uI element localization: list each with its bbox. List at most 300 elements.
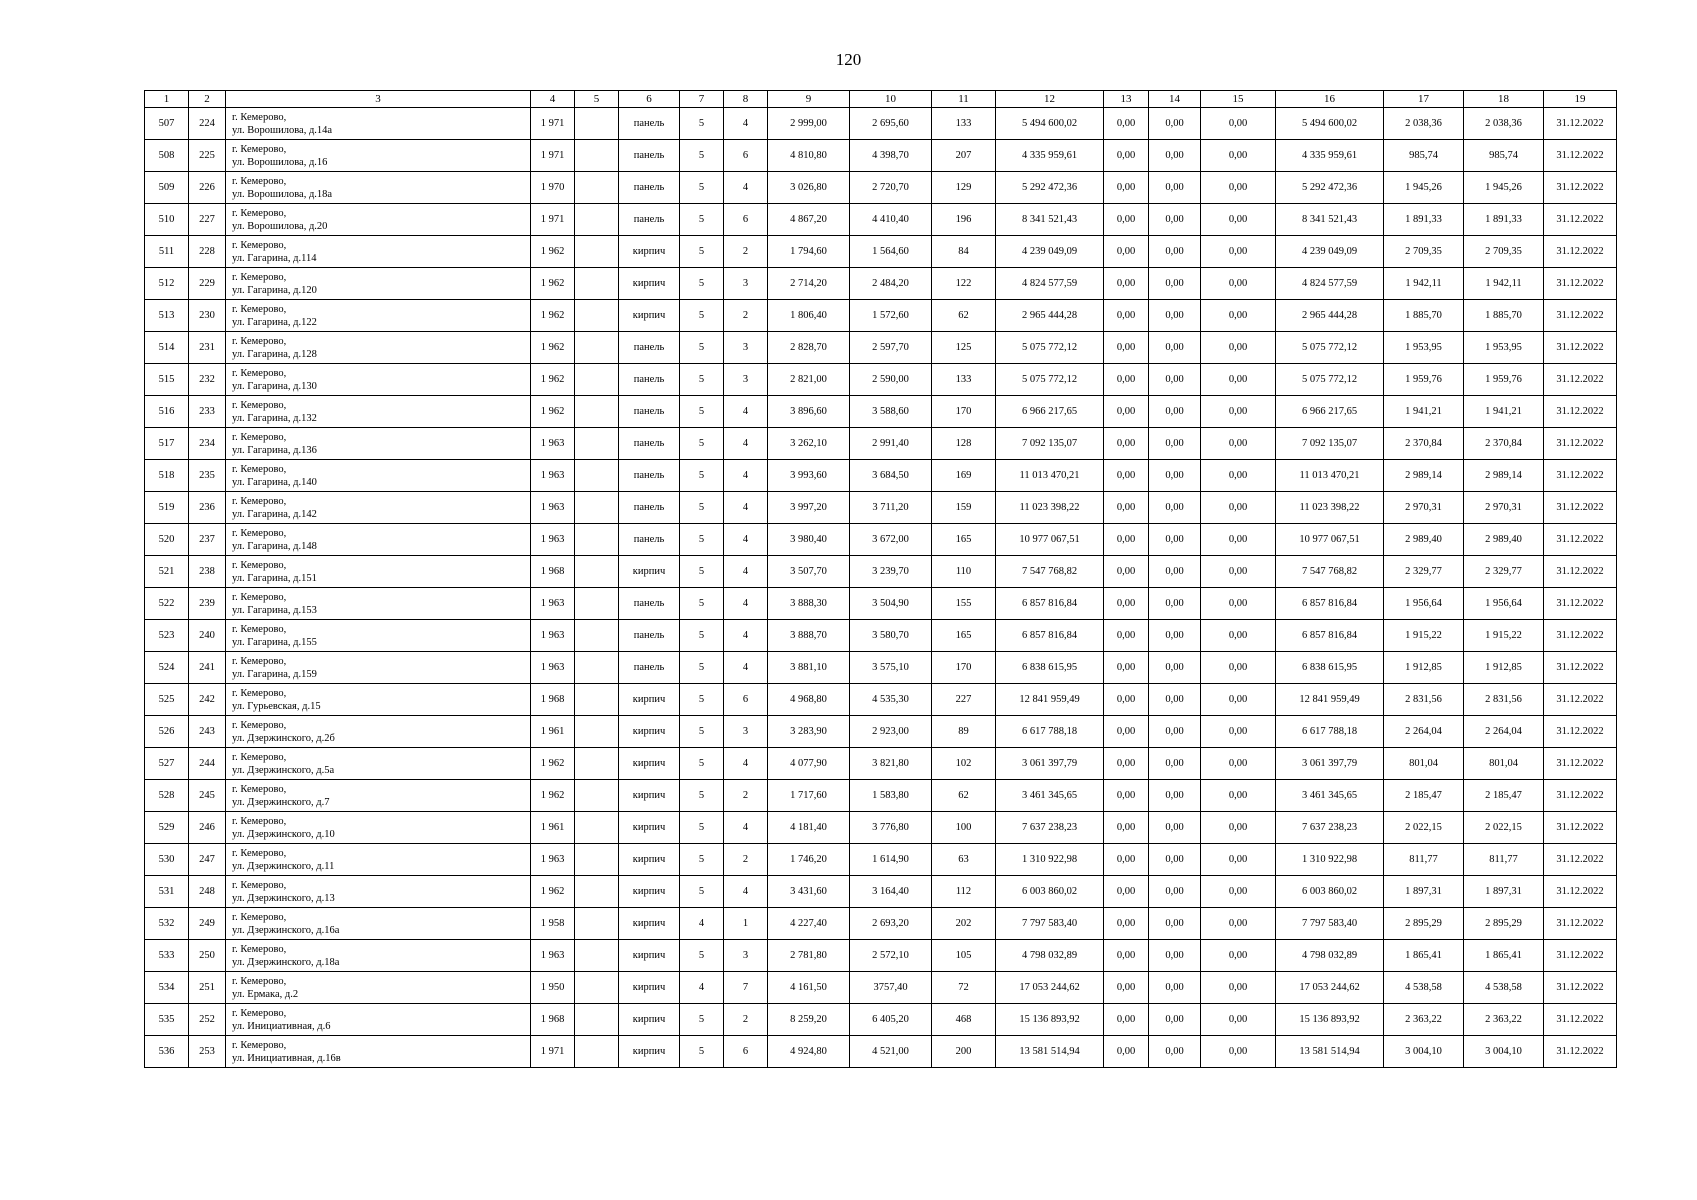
cell-col-16: 5 292 472,36 — [1276, 172, 1384, 204]
cell-col-2: 247 — [189, 844, 226, 876]
cell-col-18: 2 363,22 — [1464, 1004, 1544, 1036]
column-header: 1 — [145, 91, 189, 108]
cell-col-2: 232 — [189, 364, 226, 396]
cell-col-11: 125 — [932, 332, 996, 364]
cell-col-14: 0,00 — [1149, 780, 1201, 812]
cell-col-1: 509 — [145, 172, 189, 204]
cell-col-14: 0,00 — [1149, 588, 1201, 620]
cell-col-6: кирпич — [619, 876, 680, 908]
cell-col-6: кирпич — [619, 940, 680, 972]
address-street: ул. Дзержинского, д.11 — [232, 860, 335, 872]
cell-col-1: 519 — [145, 492, 189, 524]
cell-col-4: 1 963 — [531, 524, 575, 556]
cell-col-7: 5 — [680, 588, 724, 620]
cell-col-15: 0,00 — [1201, 1004, 1276, 1036]
address-street: ул. Ворошилова, д.14а — [232, 124, 333, 136]
cell-col-8: 6 — [724, 204, 768, 236]
cell-col-11: 72 — [932, 972, 996, 1004]
cell-col-6: кирпич — [619, 780, 680, 812]
cell-col-5 — [575, 1004, 619, 1036]
cell-col-6: панель — [619, 172, 680, 204]
cell-col-15: 0,00 — [1201, 812, 1276, 844]
cell-col-13: 0,00 — [1104, 844, 1149, 876]
cell-col-12: 6 966 217,65 — [996, 396, 1104, 428]
column-header: 7 — [680, 91, 724, 108]
address-cell — [226, 780, 531, 812]
cell-col-17: 1 941,21 — [1384, 396, 1464, 428]
cell-col-16: 7 547 768,82 — [1276, 556, 1384, 588]
cell-col-14: 0,00 — [1149, 716, 1201, 748]
address-city: г. Кемерово, — [232, 431, 287, 443]
address-city: г. Кемерово, — [232, 559, 287, 571]
cell-col-8: 1 — [724, 908, 768, 940]
cell-col-6: кирпич — [619, 908, 680, 940]
cell-col-12: 4 824 577,59 — [996, 268, 1104, 300]
cell-col-14: 0,00 — [1149, 1036, 1201, 1068]
cell-col-10: 4 521,00 — [850, 1036, 932, 1068]
cell-col-10: 2 597,70 — [850, 332, 932, 364]
table-row — [145, 748, 1617, 780]
cell-col-2: 242 — [189, 684, 226, 716]
cell-col-19: 31.12.2022 — [1544, 268, 1617, 300]
cell-col-19: 31.12.2022 — [1544, 396, 1617, 428]
address-city: г. Кемерово, — [232, 399, 287, 411]
cell-col-4: 1 963 — [531, 844, 575, 876]
cell-col-5 — [575, 876, 619, 908]
cell-col-9: 3 997,20 — [768, 492, 850, 524]
cell-col-18: 2 329,77 — [1464, 556, 1544, 588]
address-cell — [226, 524, 531, 556]
cell-col-8: 6 — [724, 140, 768, 172]
address-street: ул. Гагарина, д.155 — [232, 636, 317, 648]
cell-col-17: 1 912,85 — [1384, 652, 1464, 684]
cell-col-12: 6 838 615,95 — [996, 652, 1104, 684]
cell-col-14: 0,00 — [1149, 396, 1201, 428]
cell-col-10: 1 614,90 — [850, 844, 932, 876]
cell-col-12: 7 547 768,82 — [996, 556, 1104, 588]
table-row — [145, 268, 1617, 300]
address-city: г. Кемерово, — [232, 911, 287, 923]
cell-col-17: 2 264,04 — [1384, 716, 1464, 748]
cell-col-17: 2 989,40 — [1384, 524, 1464, 556]
cell-col-18: 1 897,31 — [1464, 876, 1544, 908]
cell-col-16: 5 075 772,12 — [1276, 332, 1384, 364]
cell-col-2: 244 — [189, 748, 226, 780]
cell-col-15: 0,00 — [1201, 364, 1276, 396]
table-row — [145, 492, 1617, 524]
cell-col-11: 62 — [932, 780, 996, 812]
cell-col-19: 31.12.2022 — [1544, 620, 1617, 652]
cell-col-12: 2 965 444,28 — [996, 300, 1104, 332]
cell-col-10: 4 535,30 — [850, 684, 932, 716]
cell-col-14: 0,00 — [1149, 972, 1201, 1004]
cell-col-5 — [575, 172, 619, 204]
address-city: г. Кемерово, — [232, 655, 287, 667]
address-street: ул. Гагарина, д.151 — [232, 572, 317, 584]
cell-col-9: 2 781,80 — [768, 940, 850, 972]
cell-col-5 — [575, 1036, 619, 1068]
cell-col-14: 0,00 — [1149, 300, 1201, 332]
cell-col-16: 7 637 238,23 — [1276, 812, 1384, 844]
table-row — [145, 300, 1617, 332]
cell-col-15: 0,00 — [1201, 748, 1276, 780]
cell-col-7: 5 — [680, 140, 724, 172]
cell-col-6: кирпич — [619, 748, 680, 780]
cell-col-11: 89 — [932, 716, 996, 748]
cell-col-7: 5 — [680, 652, 724, 684]
column-header: 17 — [1384, 91, 1464, 108]
cell-col-10: 1 572,60 — [850, 300, 932, 332]
cell-col-9: 4 077,90 — [768, 748, 850, 780]
cell-col-19: 31.12.2022 — [1544, 140, 1617, 172]
cell-col-1: 528 — [145, 780, 189, 812]
cell-col-1: 512 — [145, 268, 189, 300]
cell-col-18: 2 989,14 — [1464, 460, 1544, 492]
cell-col-10: 6 405,20 — [850, 1004, 932, 1036]
cell-col-12: 11 013 470,21 — [996, 460, 1104, 492]
cell-col-12: 3 061 397,79 — [996, 748, 1104, 780]
table-row — [145, 844, 1617, 876]
cell-col-1: 520 — [145, 524, 189, 556]
column-header: 13 — [1104, 91, 1149, 108]
cell-col-10: 3 504,90 — [850, 588, 932, 620]
cell-col-14: 0,00 — [1149, 556, 1201, 588]
cell-col-18: 1 956,64 — [1464, 588, 1544, 620]
column-header: 5 — [575, 91, 619, 108]
registry-table — [144, 90, 1617, 1068]
cell-col-14: 0,00 — [1149, 748, 1201, 780]
address-street: ул. Гагарина, д.114 — [232, 252, 317, 264]
cell-col-4: 1 968 — [531, 1004, 575, 1036]
cell-col-18: 1 885,70 — [1464, 300, 1544, 332]
cell-col-2: 235 — [189, 460, 226, 492]
cell-col-9: 4 227,40 — [768, 908, 850, 940]
address-street: ул. Гурьевская, д.15 — [232, 700, 321, 712]
cell-col-5 — [575, 428, 619, 460]
cell-col-9: 4 810,80 — [768, 140, 850, 172]
address-city: г. Кемерово, — [232, 1007, 287, 1019]
cell-col-4: 1 962 — [531, 396, 575, 428]
address-city: г. Кемерово, — [232, 239, 287, 251]
cell-col-8: 4 — [724, 812, 768, 844]
cell-col-11: 155 — [932, 588, 996, 620]
cell-col-16: 5 494 600,02 — [1276, 108, 1384, 140]
cell-col-9: 4 924,80 — [768, 1036, 850, 1068]
address-street: ул. Гагарина, д.122 — [232, 316, 317, 328]
cell-col-15: 0,00 — [1201, 300, 1276, 332]
address-street: ул. Дзержинского, д.10 — [232, 828, 335, 840]
cell-col-12: 6 617 788,18 — [996, 716, 1104, 748]
cell-col-6: панель — [619, 492, 680, 524]
cell-col-14: 0,00 — [1149, 364, 1201, 396]
cell-col-16: 15 136 893,92 — [1276, 1004, 1384, 1036]
column-header: 19 — [1544, 91, 1617, 108]
address-city: г. Кемерово, — [232, 751, 287, 763]
cell-col-19: 31.12.2022 — [1544, 524, 1617, 556]
address-street: ул. Гагарина, д.142 — [232, 508, 317, 520]
cell-col-19: 31.12.2022 — [1544, 332, 1617, 364]
cell-col-18: 1 942,11 — [1464, 268, 1544, 300]
cell-col-16: 13 581 514,94 — [1276, 1036, 1384, 1068]
cell-col-15: 0,00 — [1201, 172, 1276, 204]
cell-col-11: 62 — [932, 300, 996, 332]
address-cell — [226, 652, 531, 684]
cell-col-4: 1 963 — [531, 620, 575, 652]
cell-col-7: 4 — [680, 908, 724, 940]
cell-col-6: панель — [619, 140, 680, 172]
cell-col-17: 1 942,11 — [1384, 268, 1464, 300]
cell-col-8: 4 — [724, 556, 768, 588]
address-city: г. Кемерово, — [232, 975, 287, 987]
cell-col-13: 0,00 — [1104, 268, 1149, 300]
cell-col-7: 5 — [680, 492, 724, 524]
cell-col-18: 2 831,56 — [1464, 684, 1544, 716]
cell-col-1: 517 — [145, 428, 189, 460]
cell-col-9: 3 026,80 — [768, 172, 850, 204]
cell-col-15: 0,00 — [1201, 588, 1276, 620]
cell-col-1: 523 — [145, 620, 189, 652]
cell-col-15: 0,00 — [1201, 908, 1276, 940]
cell-col-15: 0,00 — [1201, 652, 1276, 684]
cell-col-12: 4 798 032,89 — [996, 940, 1104, 972]
table-row — [145, 204, 1617, 236]
address-cell — [226, 396, 531, 428]
cell-col-13: 0,00 — [1104, 108, 1149, 140]
cell-col-9: 1 806,40 — [768, 300, 850, 332]
cell-col-8: 4 — [724, 588, 768, 620]
cell-col-10: 3 239,70 — [850, 556, 932, 588]
cell-col-11: 227 — [932, 684, 996, 716]
cell-col-18: 2 895,29 — [1464, 908, 1544, 940]
address-cell — [226, 908, 531, 940]
address-cell — [226, 812, 531, 844]
cell-col-13: 0,00 — [1104, 652, 1149, 684]
cell-col-4: 1 963 — [531, 652, 575, 684]
address-street: ул. Ворошилова, д.18а — [232, 188, 333, 200]
cell-col-4: 1 962 — [531, 876, 575, 908]
cell-col-17: 801,04 — [1384, 748, 1464, 780]
cell-col-8: 3 — [724, 716, 768, 748]
cell-col-8: 4 — [724, 172, 768, 204]
address-street: ул. Инициативная, д.6 — [232, 1020, 331, 1032]
cell-col-6: панель — [619, 620, 680, 652]
address-cell — [226, 460, 531, 492]
cell-col-14: 0,00 — [1149, 332, 1201, 364]
cell-col-5 — [575, 332, 619, 364]
table-row — [145, 940, 1617, 972]
cell-col-15: 0,00 — [1201, 780, 1276, 812]
cell-col-9: 3 507,70 — [768, 556, 850, 588]
cell-col-6: панель — [619, 332, 680, 364]
cell-col-13: 0,00 — [1104, 716, 1149, 748]
cell-col-14: 0,00 — [1149, 108, 1201, 140]
cell-col-6: кирпич — [619, 1036, 680, 1068]
cell-col-14: 0,00 — [1149, 204, 1201, 236]
cell-col-11: 159 — [932, 492, 996, 524]
cell-col-6: панель — [619, 524, 680, 556]
cell-col-18: 1 945,26 — [1464, 172, 1544, 204]
cell-col-8: 2 — [724, 1004, 768, 1036]
cell-col-13: 0,00 — [1104, 524, 1149, 556]
cell-col-10: 3 580,70 — [850, 620, 932, 652]
cell-col-5 — [575, 940, 619, 972]
table-row — [145, 428, 1617, 460]
cell-col-16: 3 061 397,79 — [1276, 748, 1384, 780]
cell-col-17: 2 970,31 — [1384, 492, 1464, 524]
cell-col-1: 531 — [145, 876, 189, 908]
cell-col-14: 0,00 — [1149, 524, 1201, 556]
cell-col-12: 6 857 816,84 — [996, 588, 1104, 620]
cell-col-11: 200 — [932, 1036, 996, 1068]
cell-col-2: 252 — [189, 1004, 226, 1036]
table-row — [145, 332, 1617, 364]
address-street: ул. Гагарина, д.148 — [232, 540, 317, 552]
cell-col-13: 0,00 — [1104, 748, 1149, 780]
cell-col-16: 4 239 049,09 — [1276, 236, 1384, 268]
cell-col-4: 1 962 — [531, 332, 575, 364]
cell-col-17: 1 953,95 — [1384, 332, 1464, 364]
cell-col-12: 17 053 244,62 — [996, 972, 1104, 1004]
column-header: 11 — [932, 91, 996, 108]
cell-col-16: 4 798 032,89 — [1276, 940, 1384, 972]
cell-col-2: 249 — [189, 908, 226, 940]
cell-col-13: 0,00 — [1104, 556, 1149, 588]
cell-col-8: 2 — [724, 844, 768, 876]
cell-col-19: 31.12.2022 — [1544, 940, 1617, 972]
cell-col-6: панель — [619, 204, 680, 236]
cell-col-8: 4 — [724, 620, 768, 652]
cell-col-18: 1 941,21 — [1464, 396, 1544, 428]
cell-col-4: 1 963 — [531, 428, 575, 460]
cell-col-15: 0,00 — [1201, 940, 1276, 972]
cell-col-1: 511 — [145, 236, 189, 268]
address-cell — [226, 588, 531, 620]
cell-col-19: 31.12.2022 — [1544, 716, 1617, 748]
cell-col-8: 4 — [724, 652, 768, 684]
cell-col-17: 1 891,33 — [1384, 204, 1464, 236]
cell-col-2: 234 — [189, 428, 226, 460]
cell-col-9: 1 794,60 — [768, 236, 850, 268]
cell-col-5 — [575, 620, 619, 652]
column-header: 9 — [768, 91, 850, 108]
address-cell — [226, 1004, 531, 1036]
cell-col-15: 0,00 — [1201, 428, 1276, 460]
cell-col-15: 0,00 — [1201, 140, 1276, 172]
cell-col-1: 513 — [145, 300, 189, 332]
cell-col-17: 2 709,35 — [1384, 236, 1464, 268]
cell-col-9: 4 181,40 — [768, 812, 850, 844]
cell-col-15: 0,00 — [1201, 876, 1276, 908]
cell-col-4: 1 971 — [531, 1036, 575, 1068]
cell-col-13: 0,00 — [1104, 364, 1149, 396]
table-row — [145, 172, 1617, 204]
cell-col-7: 5 — [680, 940, 724, 972]
cell-col-16: 6 857 816,84 — [1276, 620, 1384, 652]
column-header: 14 — [1149, 91, 1201, 108]
cell-col-10: 2 590,00 — [850, 364, 932, 396]
cell-col-11: 122 — [932, 268, 996, 300]
cell-col-4: 1 970 — [531, 172, 575, 204]
cell-col-7: 5 — [680, 812, 724, 844]
column-header: 2 — [189, 91, 226, 108]
cell-col-13: 0,00 — [1104, 684, 1149, 716]
cell-col-1: 521 — [145, 556, 189, 588]
cell-col-14: 0,00 — [1149, 140, 1201, 172]
cell-col-7: 5 — [680, 620, 724, 652]
address-street: ул. Дзержинского, д.2б — [232, 732, 335, 744]
cell-col-16: 6 617 788,18 — [1276, 716, 1384, 748]
table-row — [145, 652, 1617, 684]
cell-col-13: 0,00 — [1104, 492, 1149, 524]
cell-col-10: 3 684,50 — [850, 460, 932, 492]
table-row — [145, 140, 1617, 172]
address-cell — [226, 876, 531, 908]
cell-col-10: 2 693,20 — [850, 908, 932, 940]
cell-col-5 — [575, 588, 619, 620]
cell-col-1: 536 — [145, 1036, 189, 1068]
cell-col-4: 1 968 — [531, 556, 575, 588]
cell-col-16: 1 310 922,98 — [1276, 844, 1384, 876]
cell-col-2: 239 — [189, 588, 226, 620]
table-row — [145, 876, 1617, 908]
cell-col-10: 1 564,60 — [850, 236, 932, 268]
cell-col-10: 2 991,40 — [850, 428, 932, 460]
cell-col-16: 7 797 583,40 — [1276, 908, 1384, 940]
cell-col-15: 0,00 — [1201, 204, 1276, 236]
address-cell — [226, 684, 531, 716]
cell-col-10: 3 164,40 — [850, 876, 932, 908]
cell-col-5 — [575, 716, 619, 748]
cell-col-17: 2 185,47 — [1384, 780, 1464, 812]
cell-col-6: кирпич — [619, 716, 680, 748]
cell-col-15: 0,00 — [1201, 460, 1276, 492]
cell-col-10: 3 575,10 — [850, 652, 932, 684]
cell-col-18: 801,04 — [1464, 748, 1544, 780]
address-street: ул. Гагарина, д.159 — [232, 668, 317, 680]
cell-col-8: 6 — [724, 684, 768, 716]
cell-col-19: 31.12.2022 — [1544, 780, 1617, 812]
cell-col-10: 3 672,00 — [850, 524, 932, 556]
address-cell — [226, 620, 531, 652]
cell-col-12: 5 494 600,02 — [996, 108, 1104, 140]
cell-col-1: 534 — [145, 972, 189, 1004]
address-cell — [226, 492, 531, 524]
cell-col-18: 2 709,35 — [1464, 236, 1544, 268]
cell-col-7: 5 — [680, 172, 724, 204]
address-street: ул. Дзержинского, д.5а — [232, 764, 335, 776]
column-header: 6 — [619, 91, 680, 108]
cell-col-7: 5 — [680, 1036, 724, 1068]
address-cell — [226, 748, 531, 780]
address-city: г. Кемерово, — [232, 335, 287, 347]
cell-col-14: 0,00 — [1149, 908, 1201, 940]
cell-col-7: 5 — [680, 876, 724, 908]
cell-col-17: 2 329,77 — [1384, 556, 1464, 588]
cell-col-2: 245 — [189, 780, 226, 812]
address-street: ул. Дзержинского, д.18а — [232, 956, 340, 968]
cell-col-8: 2 — [724, 300, 768, 332]
cell-col-17: 1 915,22 — [1384, 620, 1464, 652]
cell-col-19: 31.12.2022 — [1544, 844, 1617, 876]
cell-col-11: 169 — [932, 460, 996, 492]
address-city: г. Кемерово, — [232, 591, 287, 603]
cell-col-12: 6 857 816,84 — [996, 620, 1104, 652]
address-city: г. Кемерово, — [232, 1039, 287, 1051]
column-header: 3 — [226, 91, 531, 108]
address-city: г. Кемерово, — [232, 879, 287, 891]
cell-col-19: 31.12.2022 — [1544, 364, 1617, 396]
cell-col-10: 3757,40 — [850, 972, 932, 1004]
